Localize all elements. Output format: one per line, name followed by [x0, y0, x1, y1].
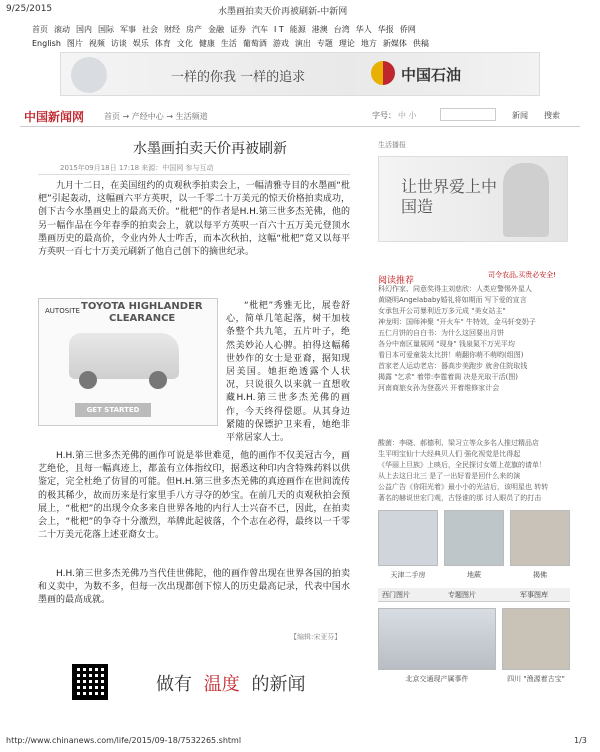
nav-link[interactable]: 国际 [98, 25, 114, 34]
nav-link[interactable]: 理论 [338, 39, 355, 48]
right-banner-ad[interactable] [378, 156, 568, 242]
nav-link[interactable]: 滚动 [54, 25, 70, 34]
nav-link[interactable]: 葡萄酒 [242, 39, 267, 48]
promo-line: 生平明宝仙十大经典贝人们 强化视觉是比得起 [378, 450, 521, 458]
news-photo-label[interactable]: 四川 "渔源着古宝" [507, 675, 565, 683]
reading-list-item[interactable]: 五仁月饼的自白书：为什么这回要出月饼 [378, 329, 504, 337]
footer-page-number: 1/3 [574, 736, 587, 745]
font-size-label: 字号： [372, 111, 396, 120]
print-page-title: 水墨画拍卖天价再被刷新-中新网 [218, 7, 348, 17]
article-paragraph-4: H.H.第三世多杰羌佛乃当代佳世佛陀，他的画作曾出现在世界各国的拍卖和义卖中，为数不多，但每一次出现都创下惊人的历史最高记录，代表中国水墨画的最高成就。 [38, 569, 350, 606]
nav-link[interactable]: 生活 [220, 39, 237, 48]
nav-link[interactable]: 视频 [88, 39, 105, 48]
right-ad-text: 让世界爱上中国造 [401, 177, 498, 216]
nav-link[interactable]: 汽车 [252, 25, 268, 34]
thumbnail-image[interactable] [444, 510, 504, 566]
promo-line: 从上去这日北三 是了一出好看是回什么来的演 [378, 472, 521, 480]
article-meta: 2015年09月18日 17:18 来源：中国网 参与互动 [60, 164, 214, 172]
news-photo-label[interactable]: 北京交通现产属事件 [405, 675, 469, 683]
header-divider [20, 126, 580, 127]
article-paragraph-1: 九月十二日，在美国纽约的贞观秋季拍卖会上，一幅清雅寺目的水墨画“枇杷”引起轰动，这幅画六平方英呎，以一千零二十万美元的惊天价格拍卖成功，创下古今水墨画史上的最高天价。“枇杷”的作者是H.H.第三世多杰羌佛，他的另一幅作品在今年春季的拍卖会上，就以每平方英呎一百六十五万美元登顶水墨画历史的最高价，令业内外人士咋舌，而本次秋拍，这幅“枇杷”竟又以每平方英呎一百七十万美元刷新了他自己创下的摘世纪录。 [38, 181, 350, 258]
nav-link[interactable]: 文化 [176, 39, 193, 48]
font-size-options[interactable]: 中 小 [398, 111, 417, 120]
nav-link[interactable]: 健康 [198, 39, 215, 48]
nav-link[interactable]: 图片 [66, 39, 83, 48]
footer-url: http://www.chinanews.com/life/2015/09-18/7532265.shtml [6, 736, 242, 745]
banner-slogan: 一样的你我 一样的追求 [171, 70, 306, 85]
petrochina-logo-icon [371, 61, 395, 85]
reading-list-item[interactable]: 首家老人运动老店：器高步美跑步 就舍住院取钱 [378, 362, 528, 370]
nav-link[interactable]: 能源 [289, 25, 306, 34]
reading-list [378, 284, 570, 394]
tab-picture-1[interactable]: 西门图片 [382, 591, 410, 599]
nav-link[interactable]: 供稿 [412, 39, 429, 48]
main-nav-row-2 [32, 38, 435, 49]
reading-tag[interactable]: 司令农品,买贵必安全! [488, 271, 557, 279]
footer-slogan [156, 670, 305, 696]
reading-list-item[interactable]: 看日本可爱童装太比拼！萌翻你萌不萌哟(组图) [378, 351, 524, 359]
tab-picture-2[interactable]: 专题图片 [448, 591, 476, 599]
search-input[interactable] [440, 108, 496, 121]
promo-line: 著名的赫说世宏门观，古怪谁的那 讨人眼员了的打击 [378, 494, 542, 502]
nav-link[interactable]: 体育 [154, 39, 171, 48]
nav-link[interactable]: 房产 [186, 25, 202, 34]
nav-link[interactable]: 游戏 [272, 39, 289, 48]
reading-list-item[interactable]: 女承包开公司暴利近万多元成 "美女站主" [378, 307, 506, 315]
nav-link[interactable]: 军事 [120, 25, 136, 34]
site-logo[interactable]: 中国新闻网 [24, 110, 85, 124]
nav-link[interactable]: 港澳 [311, 25, 328, 34]
car-wheel-icon [149, 371, 167, 389]
footer-slogan-left: 做有 [156, 674, 192, 695]
thumbnail-label[interactable]: 天津二手房 [390, 571, 426, 579]
reading-list-item[interactable]: 河南商旅女孙为登荔兴 开着维修家计会 [378, 384, 500, 392]
nav-link[interactable]: 地方 [360, 39, 377, 48]
reading-list-item[interactable]: 揭露 "乞求" 着带:李霆着阁 决是光取干活(图) [378, 373, 518, 381]
main-nav-row-1 [32, 24, 422, 35]
car-wheel-icon [79, 371, 97, 389]
nav-link[interactable]: 首页 [32, 25, 48, 34]
print-date: 9/25/2015 [6, 4, 53, 14]
nav-link[interactable]: 演出 [294, 39, 311, 48]
nav-link[interactable]: 财经 [164, 25, 180, 34]
nav-link[interactable]: 社会 [142, 25, 158, 34]
title-divider [38, 174, 350, 175]
right-ad-label: 生活播报 [378, 141, 406, 149]
thumbnail-image[interactable] [510, 510, 570, 566]
news-search-link[interactable]: 新闻 [512, 111, 528, 120]
footer-slogan-mid: 温度 [203, 674, 240, 695]
nav-link[interactable]: 证券 [230, 25, 246, 34]
ad-headline-2: CLEARANCE [109, 313, 176, 324]
reading-list-item[interactable]: 科幻作家、同意奖得主刘慈欣：人类应警惕外星人 [378, 285, 532, 293]
thumbnail-image[interactable] [378, 510, 438, 566]
reading-list-item[interactable]: 黄晓明Angelababy婚礼将如期而 写下爱的宣言 [378, 296, 527, 304]
nav-link[interactable]: 新媒体 [382, 39, 407, 48]
news-photo[interactable] [378, 608, 496, 670]
nav-link[interactable]: 访谈 [110, 39, 127, 48]
nav-link[interactable]: 华人 [355, 25, 372, 34]
article-editor: 【编辑:宋亚芬】 [290, 633, 342, 641]
promo-paragraph [378, 438, 570, 504]
ad-get-started-button[interactable]: GET STARTED [75, 403, 151, 417]
nav-link[interactable]: 专题 [316, 39, 333, 48]
breadcrumb[interactable]: 首页 → 产经中心 → 生活频道 [104, 112, 208, 121]
banner-person-image [71, 57, 107, 93]
nav-link[interactable]: 金融 [208, 25, 224, 34]
footer-slogan-right: 的新闻 [251, 674, 306, 695]
banner-brand: 中国石油 [401, 66, 462, 84]
nav-link[interactable]: 侨网 [399, 25, 416, 34]
nav-link[interactable]: 国内 [76, 25, 92, 34]
thumbnail-label[interactable]: 地蕨 [467, 571, 481, 579]
inline-car-ad[interactable] [38, 298, 218, 426]
right-ad-person-image [503, 163, 549, 237]
tab-picture-3[interactable]: 军事图库 [520, 591, 548, 599]
nav-link[interactable]: 娱乐 [132, 39, 149, 48]
article-title: 水墨画拍卖天价再被刷新 [133, 141, 287, 157]
article-paragraph-3: H.H.第三世多杰羌佛的画作可说是举世难觅，他的画作不仅美冠古今，画艺绝伦，且每一幅真迹上，都盖有立体指纹印，据悉这种印内含特殊药料以供鉴定，完全杜绝了仿冒的可能。但H.H.第三世多杰羌佛的真迹画作在世间流传的极其稀少，故而历来是行家里手八方寻夺的妙宝。在前几天的贞观秋拍会预展上，“枇杷”的出现令众多来自世界各地的内行人士兴奋不已，因此，在拍卖会上，“枇杷”的争夺十分激烈，举牌此起彼落，个个志在必得，最终以一千零二十万美元花落上述亚裔女士。 [38, 451, 350, 541]
thumbnail-label[interactable]: 揭佛 [533, 571, 547, 579]
reading-list-item[interactable]: 神龙明：国师神聚 "开火车" 牛特效，金马轩变奶子 [378, 318, 536, 326]
qr-code-icon [72, 664, 108, 700]
ad-headline-1: TOYOTA HIGHLANDER [81, 301, 203, 312]
promo-line: 酸菌：李晓、郝德利、梁习立等众多名人推过精品店 [378, 439, 539, 447]
nav-link[interactable]: I T [274, 25, 284, 34]
promo-line: 《华丽上旦族》上映后，全民探讨女婿上花旗的请单！ [378, 461, 546, 469]
ad-source: AUTOSITE [45, 307, 80, 315]
promo-line: 公益广告《你阳光着》最小小的光洁后，该明星也 转转 [378, 483, 549, 491]
reading-list-item[interactable]: 各分中南区量展网 "现身" 钱泉氮不万光平均 [378, 340, 515, 348]
nav-link[interactable]: English [32, 39, 61, 48]
nav-link[interactable]: 华报 [377, 25, 394, 34]
article-paragraph-2: “枇杷”秀雅无比，展卷舒心，简单几笔起落，树干加枝条整个共九笔，五片叶子，绝然美妙沁人心脾。拍得这幅稀世妙作的女士是亚裔，据知现居美国。她拒绝透露个人状况，只说很久以来就一直想收藏H.H.第三世多杰羌佛的画作，今天终得偿愿。从其身边紧随的保镖护卫来看，她绝非平常居家人士。 [226, 301, 350, 444]
nav-link[interactable]: 台湾 [333, 25, 350, 34]
reading-section-title: 阅读推荐 [378, 276, 415, 286]
search-button[interactable]: 搜索 [544, 111, 560, 120]
news-photo[interactable] [502, 608, 570, 670]
top-banner-ad[interactable] [60, 52, 540, 96]
